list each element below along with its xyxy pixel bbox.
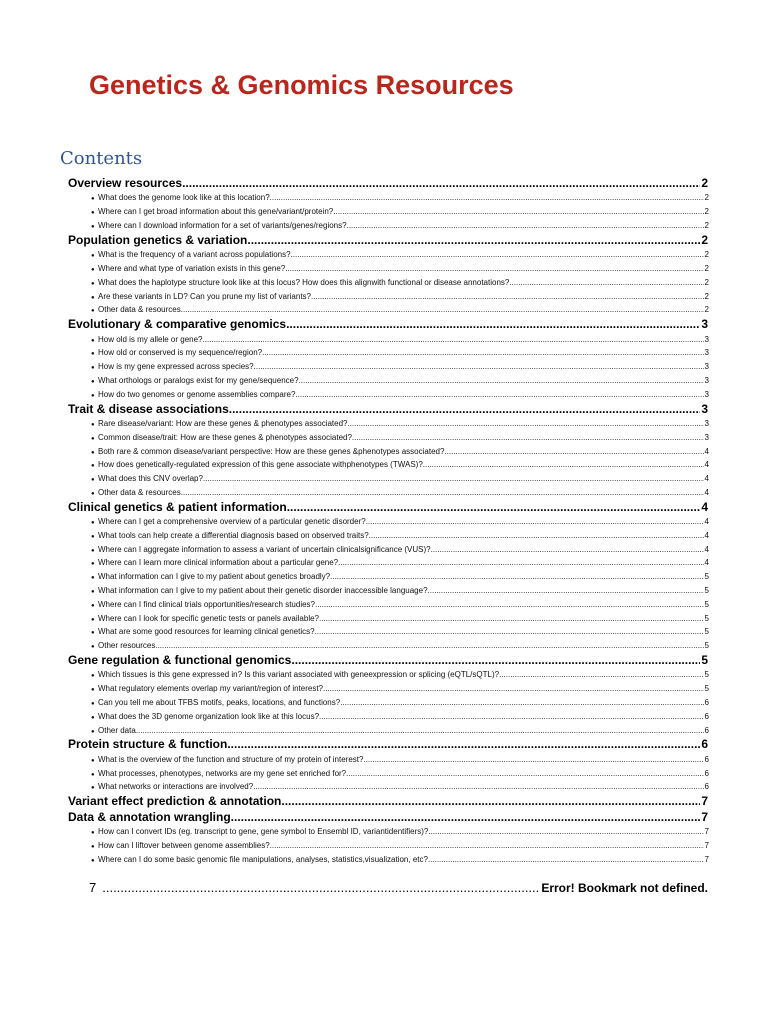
toc-item-text: Both rare & common disease/variant perspective: How are these genes &phenotypes associated? (98, 446, 445, 456)
toc-item-page: 5 (704, 670, 709, 680)
toc-item-page: 4 (704, 460, 709, 470)
bullet-icon: ● (91, 575, 95, 582)
toc-section-page: 2 (701, 176, 708, 190)
dot-leader (102, 880, 538, 895)
bullet-icon: ● (91, 449, 95, 456)
bullet-icon: ● (91, 421, 95, 428)
dot-leader (509, 276, 703, 290)
bullet-icon: ● (91, 392, 95, 399)
toc-item-text: Where can I download information for a set of variants/genes/regions? (98, 220, 347, 230)
toc-item-link[interactable] (91, 724, 709, 738)
toc-section-page: 3 (701, 317, 708, 332)
toc-item-text: What processes, phenotypes, networks are my gene set enriched for? (98, 768, 347, 778)
toc-item-link[interactable] (91, 346, 709, 360)
toc-section-page: 2 (701, 232, 708, 247)
toc-section-title: Protein structure & function (68, 737, 228, 752)
toc-item-link[interactable] (91, 853, 709, 867)
toc-item-link[interactable] (91, 598, 709, 612)
toc-item-page: 2 (704, 263, 709, 273)
dot-leader (295, 388, 703, 402)
toc-item-text: What tools can help create a differential diagnosis based on observed traits? (98, 530, 369, 540)
dot-leader (444, 445, 703, 459)
dot-leader (229, 402, 701, 417)
dot-leader (285, 262, 703, 276)
toc-error-page-number: 7 (89, 880, 97, 895)
toc-section (0, 317, 768, 401)
toc-section (0, 233, 768, 317)
dot-leader (286, 317, 700, 332)
toc-item-text: What orthologs or paralogs exist for my gene/sequence? (98, 375, 299, 385)
dot-leader (291, 653, 700, 668)
dot-leader (428, 853, 704, 867)
toc-section-title: Population genetics & variation (68, 232, 248, 247)
toc-item-page: 3 (704, 432, 709, 442)
toc-item-page: 5 (704, 613, 709, 623)
toc-item-link[interactable] (91, 696, 709, 710)
toc-section-page: 3 (701, 401, 708, 416)
toc-item-page: 3 (704, 375, 709, 385)
toc-item-page: 7 (704, 840, 709, 850)
toc-item-page: 5 (704, 572, 709, 582)
dot-leader (181, 486, 704, 500)
toc-item-link[interactable] (91, 486, 709, 500)
toc-item-text: What does this CNV overlap? (98, 474, 203, 484)
bullet-icon: ● (91, 477, 95, 484)
toc-item-text: What regulatory elements overlap my variant/region of interest? (98, 684, 323, 694)
toc-section (0, 653, 768, 737)
dot-leader (270, 839, 704, 853)
toc-item-link[interactable] (91, 839, 709, 853)
bullet-icon: ● (91, 280, 95, 287)
toc-item-link[interactable] (91, 639, 709, 653)
toc-section-title: Evolutionary & comparative genomics (68, 317, 287, 332)
toc-item-text: Which tissues is this gene expressed in? Is this variant associated with geneexpression or splicing (eQTL/sQTL)? (98, 670, 500, 680)
toc-section-title: Variant effect prediction & annotation (68, 794, 282, 809)
bullet-icon: ● (91, 616, 95, 623)
dot-leader (203, 333, 704, 347)
contents-heading: Contents (60, 148, 143, 169)
toc-section-link[interactable] (68, 233, 708, 248)
toc-section (0, 500, 768, 653)
toc-item-page: 4 (704, 517, 709, 527)
toc-item-page: 7 (704, 827, 709, 836)
toc-item-text: Other resources (98, 641, 156, 651)
bullet-icon: ● (91, 223, 95, 230)
toc-item-page: 2 (704, 277, 709, 287)
toc-item-text: How do two genomes or genome assemblies compare? (98, 389, 296, 399)
toc-item-link[interactable] (91, 543, 709, 557)
bullet-icon: ● (91, 843, 95, 850)
toc-item-text: Where can I aggregate information to assess a variant of uncertain clinicalsignificance (VUS)? (98, 544, 431, 554)
dot-leader (330, 570, 703, 584)
bullet-icon: ● (91, 830, 95, 836)
dot-leader (315, 625, 704, 639)
bullet-icon: ● (91, 785, 95, 792)
bullet-icon: ● (91, 644, 95, 651)
toc-item-text: Where can I get broad information about this gene/variant/protein? (98, 207, 334, 217)
toc-item-text: Other data (98, 725, 136, 735)
toc-item-link[interactable] (91, 262, 709, 276)
toc-item-link[interactable] (91, 570, 709, 584)
dot-leader (287, 500, 701, 515)
bullet-icon: ● (91, 520, 95, 527)
toc-item-link[interactable] (91, 417, 709, 431)
toc-item-page: 4 (704, 530, 709, 540)
bullet-icon: ● (91, 602, 95, 609)
toc-section (0, 794, 768, 809)
bullet-icon: ● (91, 547, 95, 554)
toc-item-page: 5 (704, 599, 709, 609)
toc-item-text: Where can I find clinical trials opportunities/research studies? (98, 599, 315, 609)
toc-section-page: 6 (701, 737, 708, 752)
bullet-icon: ● (91, 630, 95, 637)
toc-section-link[interactable] (68, 317, 708, 332)
bullet-icon: ● (91, 687, 95, 694)
toc-item-text: Are these variants in LD? Can you prune my list of variants? (98, 291, 311, 301)
toc-item-page: 4 (704, 487, 709, 497)
bullet-icon: ● (91, 210, 95, 217)
dot-leader (369, 529, 704, 543)
toc-item-page: 3 (704, 334, 709, 344)
bullet-icon: ● (91, 196, 95, 203)
toc-section-title: Data & annotation wrangling (68, 809, 231, 824)
bullet-icon: ● (91, 308, 95, 315)
dot-leader (352, 431, 704, 445)
bullet-icon: ● (91, 463, 95, 470)
toc-section-link[interactable] (68, 737, 708, 752)
toc-item-link[interactable] (91, 360, 709, 374)
toc-item-text: Where can I learn more clinical information about a particular gene? (98, 558, 339, 568)
toc-item-page: 6 (704, 768, 709, 778)
dot-leader (254, 360, 704, 374)
dot-leader (428, 825, 703, 839)
dot-leader (319, 612, 704, 626)
toc-section (0, 402, 768, 500)
bullet-icon: ● (91, 701, 95, 708)
bullet-icon: ● (91, 589, 95, 596)
toc-section-title: Gene regulation & functional genomics (68, 653, 292, 668)
toc-section-link[interactable] (68, 810, 708, 825)
toc-item-text: Where and what type of variation exists in this gene? (98, 263, 286, 273)
dot-leader (203, 472, 704, 486)
toc-item-link[interactable] (91, 625, 709, 639)
toc-item-text: Where can I look for specific genetic tests or panels available? (98, 613, 320, 623)
toc-item-text: What does the haplotype structure look like at this locus? How does this alignwith functional or disease annotations? (98, 277, 510, 287)
toc-section-link[interactable] (68, 794, 708, 809)
toc-item-text: What does the genome look like at this location? (98, 193, 270, 203)
toc-item-text: How can I liftover between genome assemblies? (98, 840, 270, 850)
toc-item-page: 6 (704, 782, 709, 792)
toc-item-link[interactable] (91, 219, 709, 233)
toc-item-page: 3 (704, 362, 709, 372)
toc-item-page: 2 (704, 193, 709, 203)
dot-leader (311, 290, 704, 304)
toc-section (0, 810, 768, 867)
toc-item-link[interactable] (91, 205, 709, 219)
bullet-icon: ● (91, 365, 95, 372)
toc-item-link[interactable] (91, 276, 709, 290)
toc-item-link[interactable] (91, 584, 709, 598)
dot-leader (431, 543, 704, 557)
toc-section-title: Clinical genetics & patient information (68, 499, 287, 514)
toc-item-text: Other data & resources (98, 305, 181, 315)
toc-item-text: What does the 3D genome organization look like at this locus? (98, 711, 320, 721)
dot-leader (247, 233, 700, 248)
bullet-icon: ● (91, 337, 95, 344)
toc-error-row[interactable] (89, 880, 708, 895)
bullet-icon: ● (91, 378, 95, 385)
bullet-icon: ● (91, 266, 95, 273)
dot-leader (181, 303, 704, 317)
dot-leader (136, 724, 704, 738)
toc-item-page: 7 (704, 854, 709, 864)
toc-item-text: Can you tell me about TFBS motifs, peaks, locations, and functions? (98, 698, 341, 708)
dot-leader (155, 639, 703, 653)
toc-section (0, 176, 768, 233)
toc-item-page: 5 (704, 627, 709, 637)
dot-leader (270, 191, 704, 205)
toc-section-title: Overview resources (68, 176, 183, 190)
toc-item-link[interactable] (91, 290, 709, 304)
dot-leader (182, 176, 700, 191)
bullet-icon: ● (91, 533, 95, 540)
toc-item-link[interactable] (91, 682, 709, 696)
toc-item-text: Other data & resources (98, 487, 181, 497)
toc-item-link[interactable] (91, 431, 709, 445)
dot-leader (231, 810, 701, 825)
toc-item-link[interactable] (91, 710, 709, 724)
toc-item-link[interactable] (91, 825, 709, 839)
toc-item-page: 5 (704, 641, 709, 651)
dot-leader (299, 374, 704, 388)
toc-section-page: 4 (701, 499, 708, 514)
bullet-icon: ● (91, 757, 95, 764)
dot-leader (363, 753, 703, 767)
toc-item-link[interactable] (91, 472, 709, 486)
toc-item-text: How can I convert IDs (eg. transcript to gene, gene symbol to Ensembl ID, variantidentifiers)? (98, 827, 429, 836)
toc-section (0, 737, 768, 794)
dot-leader (347, 417, 703, 431)
toc-section-page: 7 (701, 794, 708, 809)
toc-item-text: How does genetically-regulated expression of this gene associate withphenotypes (TWAS)? (98, 460, 423, 470)
toc-item-page: 2 (704, 291, 709, 301)
bullet-icon: ● (91, 435, 95, 442)
dot-leader (499, 668, 703, 682)
dot-leader (253, 780, 703, 794)
dot-leader (315, 598, 704, 612)
toc-item-text: Where can I get a comprehensive overview of a particular genetic disorder? (98, 517, 366, 527)
bullet-icon: ● (91, 857, 95, 864)
toc-item-page: 3 (704, 389, 709, 399)
dot-leader (428, 584, 704, 598)
toc-item-page: 6 (704, 698, 709, 708)
toc-error-message: Error! Bookmark not defined. (541, 881, 708, 895)
toc-item-link[interactable] (91, 668, 709, 682)
toc-item-text: Common disease/trait: How are these genes & phenotypes associated? (98, 432, 352, 442)
dot-leader (281, 794, 700, 809)
dot-leader (423, 458, 704, 472)
toc-item-text: Where can I do some basic genomic file manipulations, analyses, statistics,visualization, etc? (98, 854, 428, 864)
bullet-icon: ● (91, 771, 95, 778)
toc-section-link[interactable] (68, 176, 708, 191)
toc-item-page: 6 (704, 754, 709, 764)
toc-item-page: 2 (704, 250, 709, 260)
dot-leader (319, 710, 704, 724)
toc-item-page: 2 (704, 220, 709, 230)
toc-item-page: 3 (704, 418, 709, 428)
toc-item-page: 4 (704, 474, 709, 484)
toc-item-page: 6 (704, 725, 709, 735)
dot-leader (338, 556, 703, 570)
dot-leader (366, 515, 704, 529)
bullet-icon: ● (91, 714, 95, 721)
toc-item-link[interactable] (91, 445, 709, 459)
toc-item-text: How old or conserved is my sequence/region? (98, 348, 263, 358)
toc-item-link[interactable] (91, 753, 709, 767)
table-of-contents (0, 176, 768, 866)
toc-item-link[interactable] (91, 191, 709, 205)
toc-item-link[interactable] (91, 767, 709, 781)
toc-item-page: 4 (704, 558, 709, 568)
toc-item-page: 2 (704, 207, 709, 217)
toc-section-link[interactable] (68, 402, 708, 417)
dot-leader (340, 696, 703, 710)
toc-item-text: What are some good resources for learning clinical genetics? (98, 627, 315, 637)
bullet-icon: ● (91, 294, 95, 301)
dot-leader (323, 682, 704, 696)
dot-leader (227, 737, 700, 752)
toc-item-link[interactable] (91, 248, 709, 262)
bullet-icon: ● (91, 253, 95, 260)
toc-item-link[interactable] (91, 333, 709, 347)
toc-item-link[interactable] (91, 303, 709, 317)
toc-item-page: 3 (704, 348, 709, 358)
toc-item-page: 2 (704, 305, 709, 315)
toc-item-text: What information can I give to my patient about genetics broadly? (98, 572, 331, 582)
toc-item-text: Rare disease/variant: How are these genes & phenotypes associated? (98, 418, 348, 428)
toc-section-page: 7 (701, 809, 708, 824)
toc-item-link[interactable] (91, 556, 709, 570)
toc-item-page: 6 (704, 711, 709, 721)
toc-item-text: What networks or interactions are involved? (98, 782, 254, 792)
bullet-icon: ● (91, 351, 95, 358)
bullet-icon: ● (91, 490, 95, 497)
toc-item-link[interactable] (91, 529, 709, 543)
toc-section-link[interactable] (68, 500, 708, 515)
toc-section-link[interactable] (68, 653, 708, 668)
bullet-icon: ● (91, 728, 95, 735)
bullet-icon: ● (91, 673, 95, 680)
toc-item-link[interactable] (91, 612, 709, 626)
toc-item-link[interactable] (91, 388, 709, 402)
dot-leader (347, 219, 704, 233)
toc-item-text: How old is my allele or gene? (98, 334, 203, 344)
document-title: Genetics & Genomics Resources (89, 70, 514, 100)
bullet-icon: ● (91, 561, 95, 568)
toc-item-page: 4 (704, 544, 709, 554)
toc-section-title: Trait & disease associations (68, 401, 229, 416)
dot-leader (346, 767, 703, 781)
toc-item-page: 5 (704, 586, 709, 596)
toc-item-link[interactable] (91, 780, 709, 794)
toc-item-text: What is the frequency of a variant across populations? (98, 250, 291, 260)
toc-item-text: What is the overview of the function and structure of my protein of interest? (98, 754, 364, 764)
dot-leader (291, 248, 704, 262)
dot-leader (262, 346, 703, 360)
toc-item-page: 5 (704, 684, 709, 694)
dot-leader (333, 205, 703, 219)
toc-item-link[interactable] (91, 458, 709, 472)
toc-item-text: What information can I give to my patient about their genetic disorder inaccessible language? (98, 586, 428, 596)
toc-section-page: 5 (701, 653, 708, 668)
toc-item-link[interactable] (91, 515, 709, 529)
toc-item-page: 4 (704, 446, 709, 456)
toc-item-link[interactable] (91, 374, 709, 388)
toc-item-text: How is my gene expressed across species? (98, 362, 254, 372)
